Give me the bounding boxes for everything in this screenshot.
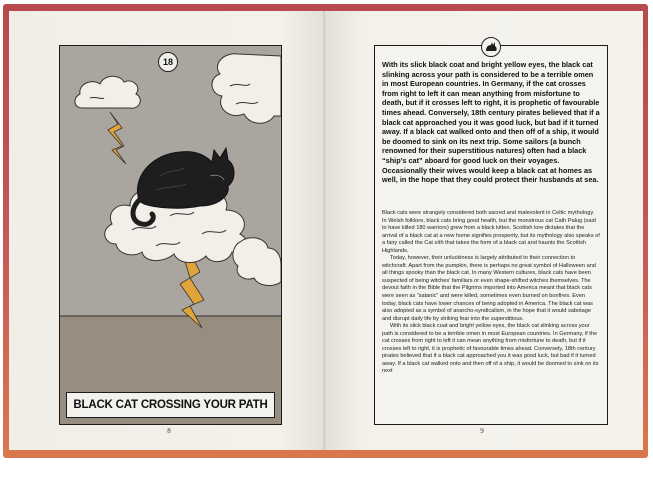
page-number-right: 9 xyxy=(480,427,484,435)
cat-ornament-icon xyxy=(481,37,501,57)
book-cover xyxy=(3,4,648,458)
right-page xyxy=(326,11,643,450)
paragraph-2: Today, however, their unluckiness is largely attributed to their connection to witchcraft. Apart from the pumpkin, there is perhaps no great symbol of Halloween and all things spooky than the black cat. In many Western cultures, black cats have been suspected of being witches’ familiars or even shape-shifted witches themselves. The devout faith in the Bible that the Pilgrims imported into America meant that black cats were seen as “satanic” and were killed, sometimes even burned on bonfires. Even today, black cats have lower chances of being adopted in America. The black cat was also adopted as a symbol of anarcho-syndicalism, in the hope that it would sabotage and disrupt daily life by striking fear into the superstitious. xyxy=(382,255,596,322)
card-illustration xyxy=(60,46,281,424)
page-number-left: 8 xyxy=(167,427,171,435)
intro-paragraph: With its slick black coat and bright yellow eyes, the black cat slinking across your path is considered to be a terrible omen in most European countries. In Germany, if the cat crosses from right to left it can mean anything from misfortune to death, but if it crosses left to right, it is prophetic of favourable times ahead. Conversely, 18th century pirates believed that if a black cat approached you it was good luck, but bad if it turned away. If a black cat walked onto and then off of a ship, it would be doomed to sink on its next trip. Some sailors (a bunch renowned for their superstitious natures) often had a black “ship’s cat” aboard for good luck on their voyages. Occasionally their wives would keep a black cat at homes as well, in the hope that they could protect their husbands at sea. xyxy=(382,60,600,185)
text-frame xyxy=(374,45,608,425)
paragraph-1: Black cats were strangely considered both sacred and malevolent in Celtic mythology. In Welsh folklore, black cats bring good health, but the monstrous cat Cath Palug (said to have killed 180 warriors) grew from a black kitten. Scottish lore dictates that the arrival of a black cat at a new home signifies prosperity, but its mythology also speaks of a fairy called the Cat sìth that takes the form of a black cat and haunts the Scottish Highlands. xyxy=(382,210,600,254)
body-text xyxy=(382,210,600,376)
left-page xyxy=(9,11,326,450)
paragraph-3: With its slick black coat and bright yellow eyes, the black cat slinking across your path is considered to be a terrible omen in most European countries. In Germany, if the cat crosses from right to left it can mean anything from misfortune to death, but if it crosses left to right, it is prophetic of favourable times ahead. Conversely, 18th century pirates believed that if a black cat approached you it was good luck, but bad if it turned away. If a black cat walked onto and then off of a ship, it would be doomed to sink on its next xyxy=(382,323,599,375)
card-number: 18 xyxy=(158,52,178,72)
tarot-card xyxy=(59,45,282,425)
card-title: BLACK CAT CROSSING YOUR PATH xyxy=(66,392,275,418)
